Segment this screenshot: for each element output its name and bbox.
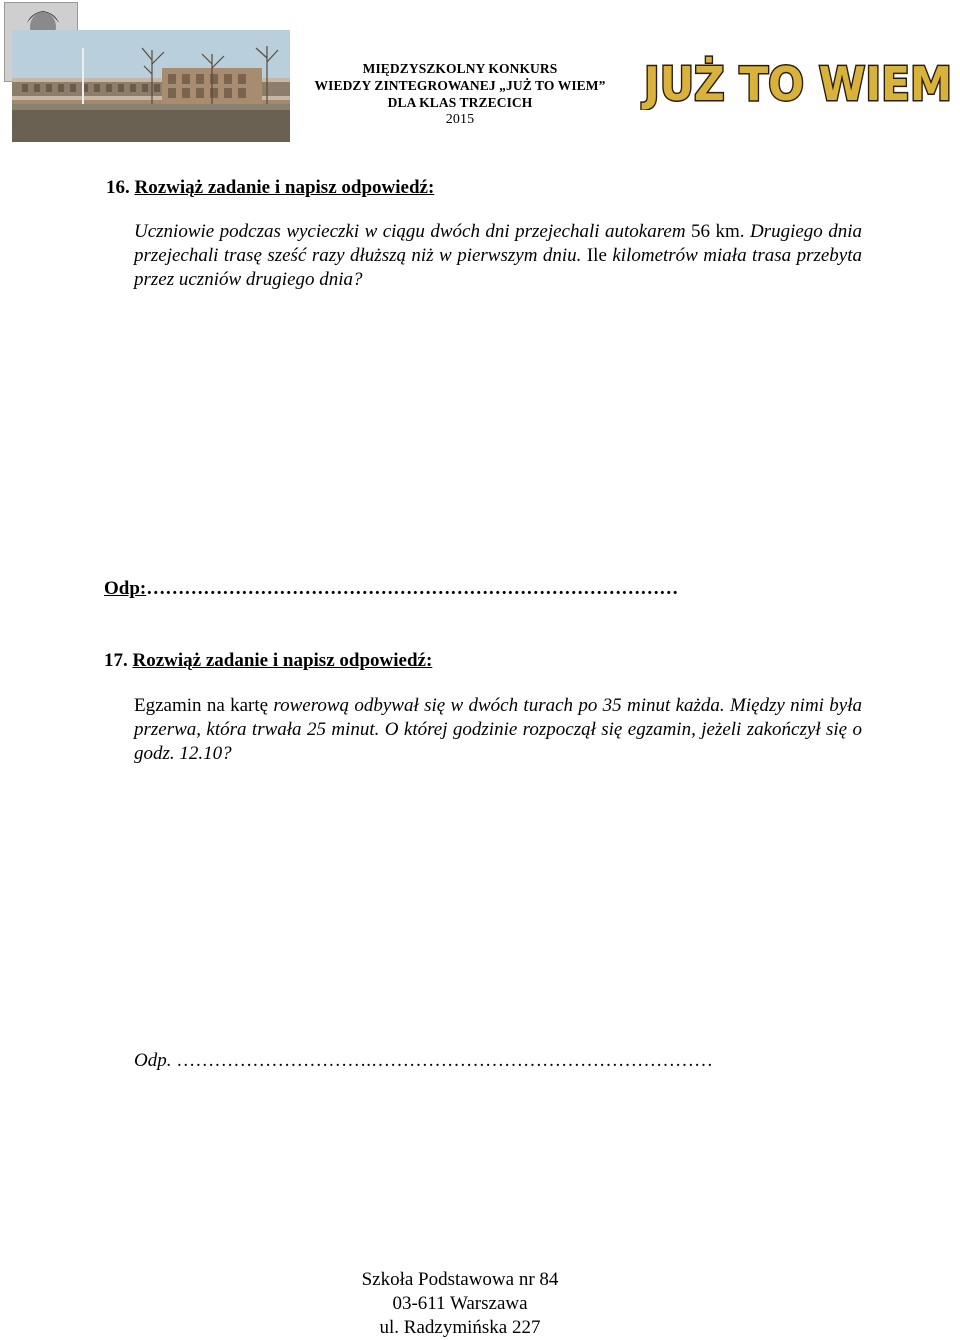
task-17-text-part2: rowerową odbywał się w dwóch turach po 35 minut każda. Między nimi była przerwa, która trwała 25 minut. O której godzinie rozpoczął się egzamin, jeżeli zakończył się o godz. 12.10? [134, 695, 862, 764]
task-17-answer [134, 1050, 713, 1072]
contest-title-line3: DLA KLAS TRZECICH [387, 95, 533, 110]
task-16-text-part5: kilometrów miała trasa przebyta przez uczniów drugiego dnia? [134, 245, 862, 290]
task-16-answer-dots: ………………………………………………………………………… [146, 578, 679, 599]
contest-title [300, 60, 620, 128]
task-16-text [134, 220, 862, 292]
school-address [300, 1268, 620, 1340]
task-16-text-part2: 56 km. [691, 221, 745, 242]
task-16-label: Rozwiąż zadanie i napisz odpowiedź: [134, 177, 435, 198]
task-17-text-part1: Egzamin na kartę [134, 695, 269, 716]
contest-logo-text: JUŻ TO WIEM [641, 57, 952, 110]
task-17-text [134, 694, 862, 766]
task-16-answer [104, 578, 678, 600]
task-16-text-part3: Drugiego dnia przejechali trasę sześć razy dłuższą niż w pierwszym dniu. [134, 221, 863, 266]
contest-title-line1: MIĘDZYSZKOLNY KONKURS [362, 61, 558, 76]
school-building-photo [12, 30, 290, 142]
contest-title-line2: WIEDZY ZINTEGROWANEJ „JUŻ TO WIEM” [314, 78, 606, 93]
school-postal-city: 03-611 Warszawa [392, 1293, 528, 1314]
task-17-label: Rozwiąż zadanie i napisz odpowiedź: [132, 650, 433, 671]
task-16-number: 16. [106, 177, 130, 198]
task-17-answer-dots: ………………………….……………………………………………… [171, 1050, 713, 1071]
task-16-text-part4: Ile [586, 245, 607, 266]
school-name: Szkoła Podstawowa nr 84 [361, 1269, 559, 1290]
contest-year: 2015 [445, 112, 475, 127]
school-street: ul. Radzymińska 227 [379, 1317, 541, 1338]
task-17-heading [104, 650, 432, 672]
contest-logo [640, 52, 958, 110]
task-16-heading [106, 177, 434, 199]
task-16-text-part1: Uczniowie podczas wycieczki w ciągu dwóch dni przejechali autokarem [134, 221, 692, 242]
task-16-answer-label: Odp: [104, 578, 147, 599]
task-17-number: 17. [104, 650, 128, 671]
task-17-answer-label: Odp. [134, 1050, 172, 1071]
